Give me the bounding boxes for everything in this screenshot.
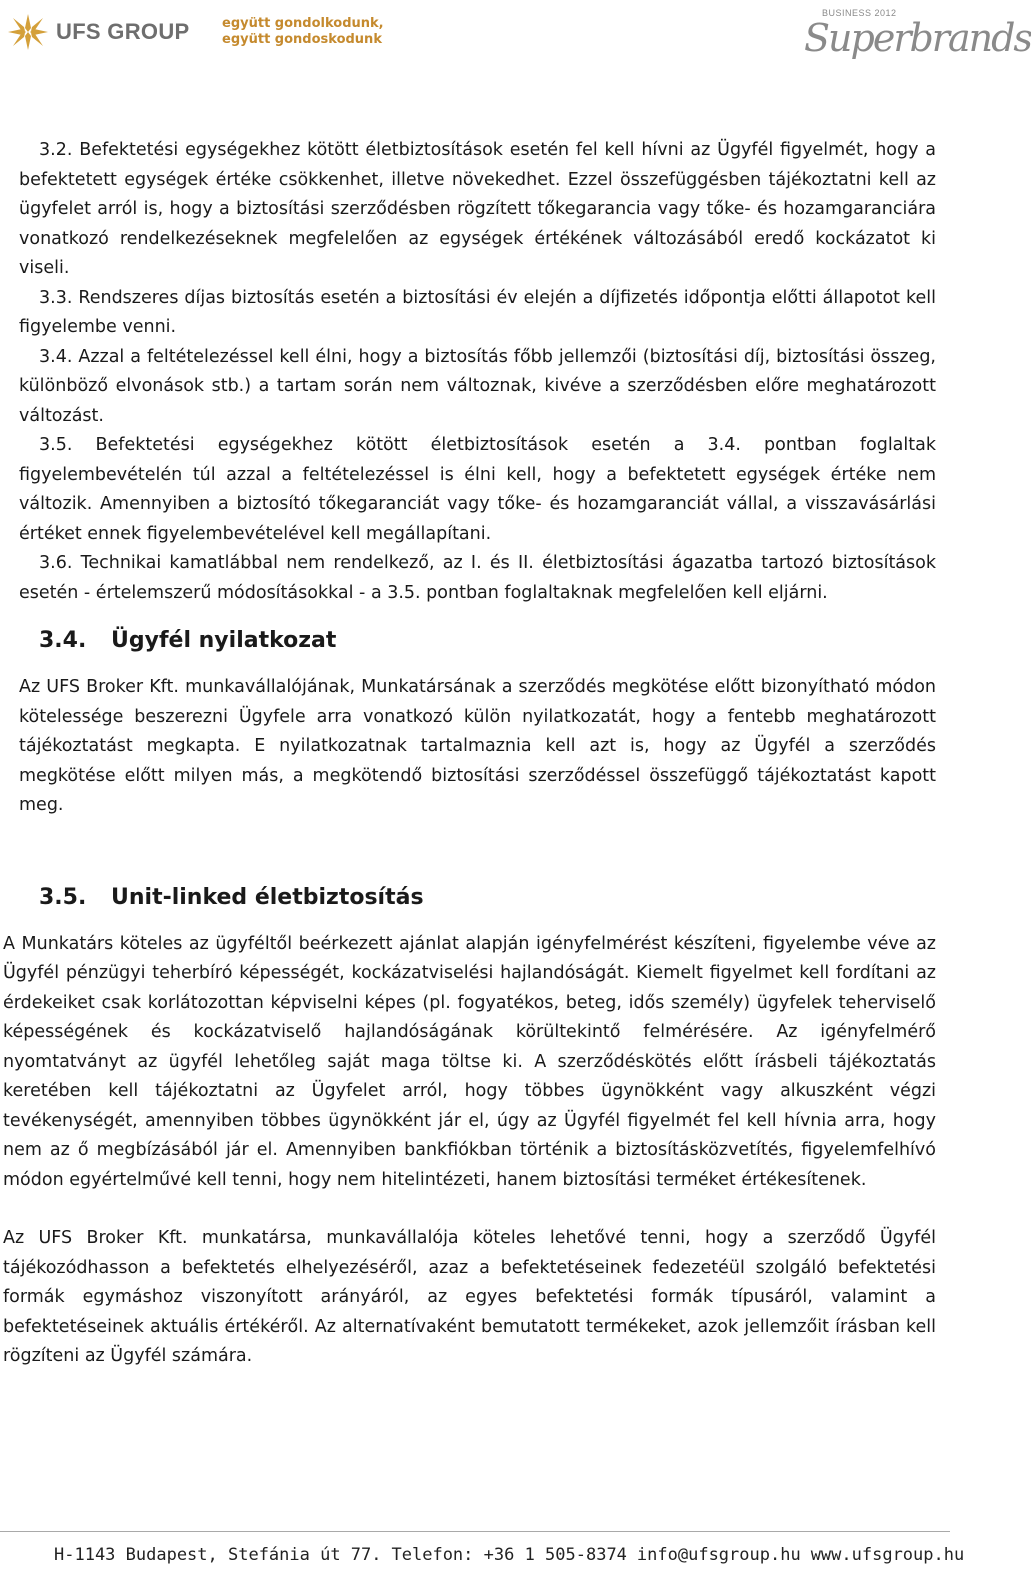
superbrands-badge: [800, 4, 1031, 66]
document-body: [3, 136, 936, 1372]
ufs-logo: [6, 12, 190, 52]
section-3-5-body-1: A Munkatárs köteles az ügyféltől beérkezett ajánlat alapján igényfelmérést készíteni, figyelembe véve az Ügyfél pénzügyi teherbíró képességét, kockázatviselési hajlandóságát. Kiemelt figyelmet kell fordítani az érdekeiket csak korlátozottan képviselni képes (pl. fogyatékos, beteg, idős személy) ügyfelek teherviselő képességének és kockázatviselő hajlandóságának körültekintő felmérésére. Az igényfelmérő nyomtatványt az ügyfél lehetőleg saját maga töltse ki. A szerződéskötés előtt írásbeli tájékoztatás keretében kell tájékoztatni az Ügyfelet arról, hogy többes ügynökként vagy alkuszként végzi tevékenységét, amennyiben többes ügynökként jár el, úgy az Ügyfél figyelmét fel kell hívnia arra, hogy nem az ő megbízásából jár el. Amennyiben bankfiókban történik a biztosításközvetítés, figyelemfelhívó módon egyértelművé kell tenni, hogy nem hitelintézeti, hanem biztosítási terméket értékesítenek.: [3, 933, 936, 1190]
page-footer: [54, 1545, 965, 1565]
paragraph-3-4: 3.4. Azzal a feltételezéssel kell élni, hogy a biztosítás főbb jellemzői (biztosítási díj, biztosítási összeg, különböző elvonások stb.) a tartam során nem változnak, kivéve a szerződésben előre meghatározott változást.: [19, 346, 936, 426]
tagline: [222, 16, 384, 48]
superbrands-small-text: BUSINESS 2012: [822, 8, 897, 18]
paragraph-3-2: 3.2. Befektetési egységekhez kötött életbiztosítások esetén fel kell hívni az Ügyfél figyelmét, hogy a befektetett egységek értéke csökkenhet, illetve növekedhet. Ezzel összefüggésben tájékoztatni kell az ügyfelet arról is, hogy a biztosítási szerződésben rögzített tőkegarancia vagy tőke- és hozamgaranciára vonatkozó rendelkezéseknek megfelelően az egységek értékének változásából eredő kockázatot ki viseli.: [19, 140, 936, 278]
section-3-5-body-2: Az UFS Broker Kft. munkatársa, munkavállalója köteles lehetővé tenni, hogy a szerződő Ügyfél tájékozódhasson a befektetés elhelyezéséről, azaz a befektetéseinek fedezetéül szolgáló befektetési formák egymáshoz viszonyított arányáról, az egyes befektetési formák típusáról, valamint a befektetéseinek aktuális értékéről. Az alternatívaként bemutatott termékeket, azok jellemzőit írásban kell rögzíteni az Ügyfél számára.: [3, 1228, 936, 1366]
paragraph-3-3: 3.3. Rendszeres díjas biztosítás esetén a biztosítási év elején a díjfizetés időpontja előtti állapotot kell figyelembe venni.: [19, 287, 936, 337]
footer-address: H-1143 Budapest, Stefánia út 77.: [54, 1545, 382, 1565]
footer-website[interactable]: www.ufsgroup.hu: [810, 1545, 965, 1565]
paragraph-3-6: 3.6. Technikai kamatlábbal nem rendelkező, az I. és II. életbiztosítási ágazatba tartozó biztosítások esetén - értelemszerű módosításokkal - a 3.5. pontban foglaltaknak megfelelően kell eljárni.: [19, 553, 936, 603]
footer-divider: [0, 1531, 950, 1532]
section-title: Ügyfél nyilatkozat: [111, 628, 337, 653]
paragraph-3-5: 3.5. Befektetési egységekhez kötött életbiztosítások esetén a 3.4. pontban foglaltak figyelembevételén túl azzal a feltételezéssel is élni kell, hogy a befektetett egységek értéke nem változik. Amennyiben a biztosító tőkegaranciát vagy tőke- és hozamgaranciát vállal, a visszavásárlási értéket ennek figyelembevételével kell megállapítani.: [19, 435, 936, 544]
page-header: [0, 0, 1031, 72]
section-number: 3.4.: [39, 628, 87, 653]
superbrands-wordmark: Superbrands: [804, 16, 1031, 60]
tagline-line-2: együtt gondoskodunk: [222, 32, 382, 47]
section-3-4-body: Az UFS Broker Kft. munkavállalójának, Munkatársának a szerződés megkötése előtt bizonyítható módon kötelessége beszerezni Ügyfele arra vonatkozó külön nyilatkozatát, hogy a fentebb meghatározott tájékoztatást megkapta. E nyilatkozatnak tartalmaznia kell azt is, hogy az Ügyfél a szerződés megkötése előtt milyen más, a megkötendő biztosítási szerződéssel összefüggő tájékoztatást kapott meg.: [19, 677, 936, 815]
footer-phone: Telefon: +36 1 505-8374: [391, 1545, 627, 1565]
section-heading-3-5: [19, 883, 936, 913]
starburst-icon: [6, 12, 50, 52]
section-heading-3-4: [19, 626, 936, 656]
footer-email[interactable]: info@ufsgroup.hu: [636, 1545, 801, 1565]
section-number: 3.5.: [39, 884, 87, 910]
section-title: Unit-linked életbiztosítás: [111, 884, 424, 910]
tagline-line-1: együtt gondolkodunk,: [222, 16, 384, 31]
logo-text: UFS GROUP: [56, 19, 190, 44]
